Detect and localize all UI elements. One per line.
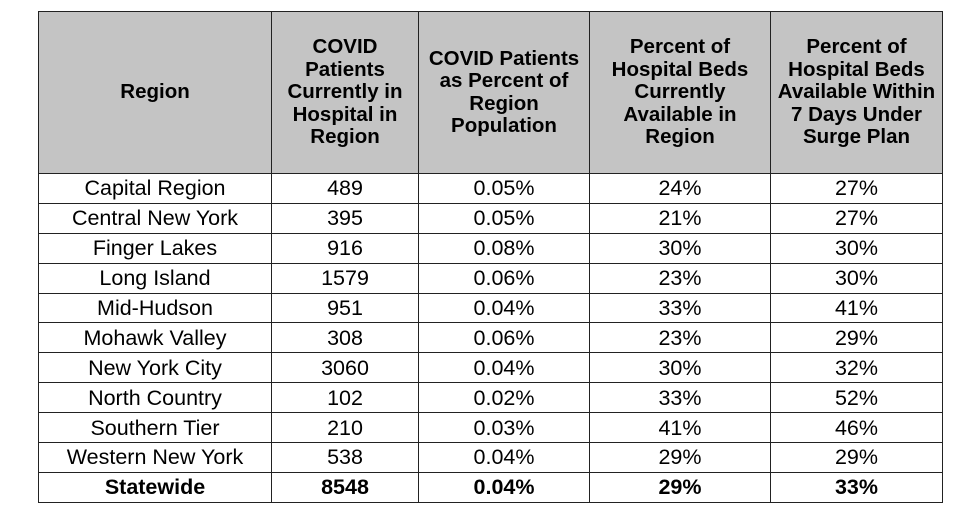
cell-percent-population: 0.04% [419,472,590,502]
table-row [39,323,943,353]
cell-percent-population: 0.04% [419,443,590,473]
header-beds-surge [771,12,943,174]
cell-percent-population: 0.02% [419,383,590,413]
header-label: Percent of Hospital Beds Currently Available in Region [611,35,749,149]
cell-patients: 102 [272,383,419,413]
table-row [39,443,943,473]
cell-beds-available: 30% [590,233,771,263]
cell-beds-surge: 29% [771,443,943,473]
cell-beds-available: 23% [590,263,771,293]
cell-beds-available: 33% [590,383,771,413]
header-label: COVID Patients Currently in Hospital in Region [287,35,403,149]
cell-beds-surge: 30% [771,263,943,293]
cell-region: New York City [39,353,272,383]
cell-percent-population: 0.08% [419,233,590,263]
cell-percent-population: 0.03% [419,413,590,443]
table-row [39,353,943,383]
cell-percent-population: 0.04% [419,293,590,323]
header-beds-available [590,12,771,174]
cell-beds-surge: 33% [771,472,943,502]
cell-percent-population: 0.04% [419,353,590,383]
cell-patients: 538 [272,443,419,473]
cell-patients: 308 [272,323,419,353]
table-body [39,174,943,503]
cell-beds-surge: 29% [771,323,943,353]
cell-region: Central New York [39,203,272,233]
cell-beds-available: 29% [590,472,771,502]
cell-patients: 3060 [272,353,419,383]
table-row [39,383,943,413]
cell-beds-surge: 52% [771,383,943,413]
cell-region: Mid-Hudson [39,293,272,323]
cell-patients: 916 [272,233,419,263]
cell-patients: 8548 [272,472,419,502]
cell-patients: 951 [272,293,419,323]
header-row [39,12,943,174]
total-row [39,472,943,502]
cell-region: Western New York [39,443,272,473]
table-row [39,203,943,233]
cell-beds-available: 41% [590,413,771,443]
cell-percent-population: 0.05% [419,203,590,233]
cell-region: North Country [39,383,272,413]
table-row [39,413,943,443]
cell-beds-surge: 27% [771,174,943,204]
header-label: Region [120,80,190,104]
cell-beds-available: 30% [590,353,771,383]
cell-beds-surge: 41% [771,293,943,323]
cell-patients: 395 [272,203,419,233]
header-label: Percent of Hospital Beds Available Within 7 Days Under Surge Plan [777,35,936,149]
cell-percent-population: 0.06% [419,263,590,293]
cell-region: Capital Region [39,174,272,204]
cell-patients: 1579 [272,263,419,293]
table-row [39,293,943,323]
cell-patients: 489 [272,174,419,204]
cell-percent-population: 0.06% [419,323,590,353]
header-covid-patients [272,12,419,174]
cell-beds-available: 24% [590,174,771,204]
cell-region: Mohawk Valley [39,323,272,353]
cell-beds-available: 23% [590,323,771,353]
cell-beds-surge: 27% [771,203,943,233]
header-percent-population [419,12,590,174]
cell-region: Finger Lakes [39,233,272,263]
table-row [39,263,943,293]
cell-beds-surge: 32% [771,353,943,383]
cell-beds-available: 21% [590,203,771,233]
cell-beds-available: 29% [590,443,771,473]
cell-percent-population: 0.05% [419,174,590,204]
table-row [39,233,943,263]
cell-beds-available: 33% [590,293,771,323]
cell-beds-surge: 30% [771,233,943,263]
cell-patients: 210 [272,413,419,443]
cell-region: Long Island [39,263,272,293]
cell-region: Southern Tier [39,413,272,443]
covid-hospital-table [38,11,943,503]
cell-beds-surge: 46% [771,413,943,443]
cell-region: Statewide [39,472,272,502]
header-label: COVID Patients as Percent of Region Population [428,46,580,137]
header-region [39,12,272,174]
table-row [39,174,943,204]
